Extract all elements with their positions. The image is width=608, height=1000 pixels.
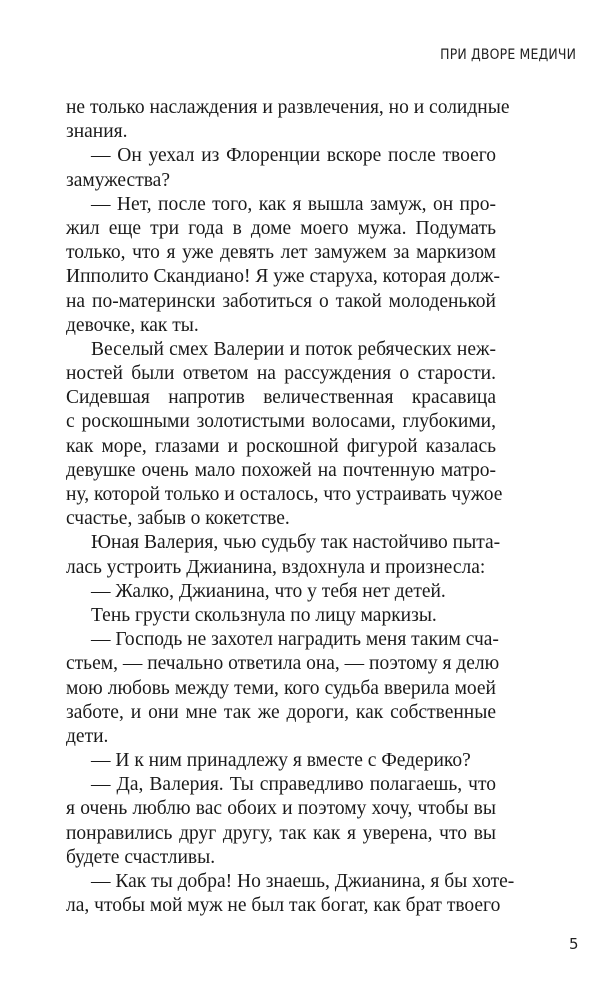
paragraph — [66, 144, 496, 192]
text-line: я очень люблю вас обоих и поэтому хочу, чтобы вы — [66, 798, 496, 820]
body-text — [66, 96, 515, 918]
text-line: будете счастливы. — [66, 846, 216, 868]
paragraph — [66, 870, 515, 918]
paragraph — [66, 749, 496, 773]
text-line: Веселый смех Валерии и поток ребяческих неж- — [91, 338, 496, 360]
text-line: не только наслаждения и развлечения, но и солидные — [66, 97, 510, 118]
text-line: — Он уехал из Флоренции вскоре после твоего — [91, 145, 496, 167]
paragraph — [66, 193, 501, 338]
text-line: ну, которой только и осталось, что устраивать чужое — [66, 484, 503, 505]
text-line: — Господь не захотел наградить меня таким сча- — [91, 629, 499, 651]
text-line: девочке, как ты. — [66, 314, 199, 336]
text-line: лась устроить Джианина, вздохнула и произнесла: — [66, 556, 486, 578]
text-line: заботе, и они мне так же дороги, как собственные — [66, 701, 496, 723]
text-line: понравились друг другу, так как я уверена, что вы — [66, 822, 496, 844]
text-line: мою любовь между теми, кого судьба вверила моей — [66, 677, 496, 699]
text-line: — Да, Валерия. Ты справедливо полагаешь, что — [91, 774, 496, 796]
text-line: Сидевшая напротив величественная красавица — [66, 387, 496, 409]
text-line: замужества? — [66, 169, 170, 191]
text-line: — Нет, после того, как я вышла замуж, он про- — [91, 193, 496, 215]
text-line: как море, глазами и роскошной фигурой казалась — [66, 435, 496, 457]
text-line: Юная Валерия, чью судьбу так настойчиво пыта- — [91, 532, 501, 554]
paragraph — [66, 580, 496, 604]
paragraph — [66, 96, 510, 144]
text-line: Ипполито Скандиано! Я уже старуха, которая долж- — [66, 266, 501, 288]
page-number: 5 — [569, 935, 579, 953]
text-line: на по-матерински заботиться о такой молоденькой — [66, 290, 496, 312]
text-line: — И к ним принадлежу я вместе с Федерико? — [91, 750, 471, 772]
paragraph — [66, 604, 496, 628]
text-line: Тень грусти скользнула по лицу маркизы. — [91, 604, 437, 626]
text-line: — Как ты добра! Но знаешь, Джианина, я бы хоте- — [91, 871, 515, 892]
text-line: только, что я уже девять лет замужем за маркизом — [66, 242, 496, 264]
paragraph — [66, 773, 496, 870]
text-line: ла, чтобы мой муж не был так богат, как брат твоего — [66, 895, 501, 917]
text-line: девушке очень мало похожей на почтенную матро- — [66, 459, 496, 481]
text-line: — Жалко, Джианина, что у тебя нет детей. — [91, 580, 446, 602]
paragraph — [66, 628, 500, 749]
text-line: с роскошными золотистыми волосами, глубокими, — [66, 411, 496, 433]
text-line: ностей были ответом на рассуждения о старости. — [66, 363, 496, 385]
text-line: дети. — [66, 725, 109, 747]
paragraph — [66, 531, 501, 579]
text-line: жил еще три года в доме моего мужа. Подумать — [66, 217, 496, 239]
text-line: знания. — [66, 121, 128, 143]
running-head: ПРИ ДВОРЕ МЕДИЧИ — [439, 47, 576, 63]
text-line: счастье, забыв о кокетстве. — [66, 508, 290, 530]
paragraph — [66, 338, 503, 532]
text-line: стьем, — печально ответила она, — поэтому я делю — [66, 653, 500, 675]
